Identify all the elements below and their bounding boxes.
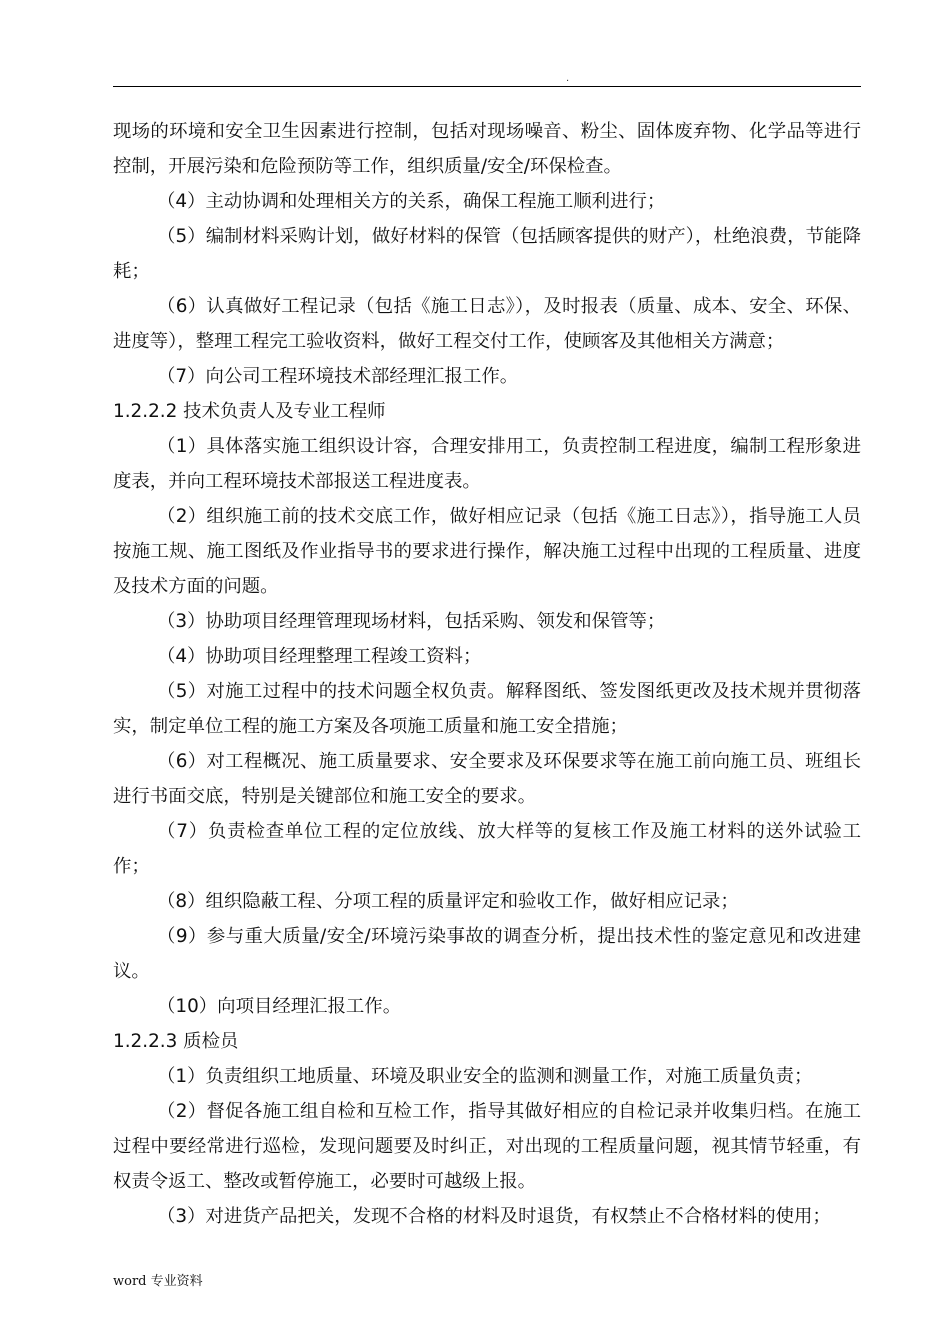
page-footer: word 专业资料 [113,1274,203,1289]
list-item: （1）具体落实施工组织设计容，合理安排用工，负责控制工程进度，编制工程形象进度表，并向工程环境技术部报送工程进度表。 [113,436,861,492]
list-item: （5）编制材料采购计划，做好材料的保管（包括顾客提供的财产），杜绝浪费，节能降耗； [113,226,861,282]
header-mark: . [566,73,570,84]
list-item: （3）协助项目经理管理现场材料，包括采购、领发和保管等； [157,611,666,632]
list-item: （7）向公司工程环境技术部经理汇报工作。 [157,366,519,387]
section-heading: 1.2.2.3 质检员 [113,1031,239,1052]
list-item: （3）对进货产品把关，发现不合格的材料及时退货，有权禁止不合格材料的使用； [157,1206,831,1227]
list-item: （8）组织隐蔽工程、分项工程的质量评定和验收工作，做好相应记录； [157,891,739,912]
list-item: （1）负责组织工地质量、环境及职业安全的监测和测量工作，对施工质量负责； [157,1066,813,1087]
header-rule [113,86,861,87]
list-item: （4）主动协调和处理相关方的关系，确保工程施工顺利进行； [157,191,666,212]
list-item: （5）对施工过程中的技术问题全权负责。解释图纸、签发图纸更改及技术规并贯彻落实，制定单位工程的施工方案及各项施工质量和施工安全措施； [113,681,861,737]
document-body [113,114,861,1234]
list-item: （4）协助项目经理整理工程竣工资料； [157,646,482,667]
list-item: （6）认真做好工程记录（包括《施工日志》），及时报表（质量、成本、安全、环保、进度等），整理工程完工验收资料，做好工程交付工作，使顾客及其他相关方满意； [113,296,861,352]
list-item: （9）参与重大质量/安全/环境污染事故的调查分析，提出技术性的鉴定意见和改进建议。 [113,926,861,982]
list-item: （2）督促各施工组自检和互检工作，指导其做好相应的自检记录并收集归档。在施工过程中要经常进行巡检，发现问题要及时纠正，对出现的工程质量问题，视其情节轻重，有权责令返工、整改或暂停施工，必要时可越级上报。 [113,1101,861,1192]
list-item: （7）负责检查单位工程的定位放线、放大样等的复核工作及施工材料的送外试验工作； [113,821,861,877]
list-item: （6）对工程概况、施工质量要求、安全要求及环保要求等在施工前向施工员、班组长进行书面交底，特别是关键部位和施工安全的要求。 [113,751,861,807]
list-item: （2）组织施工前的技术交底工作，做好相应记录（包括《施工日志》），指导施工人员按施工规、施工图纸及作业指导书的要求进行操作，解决施工过程中出现的工程质量、进度及技术方面的问题。 [113,506,861,597]
paragraph-continuation: 现场的环境和安全卫生因素进行控制，包括对现场噪音、粉尘、固体废弃物、化学品等进行控制，开展污染和危险预防等工作，组织质量/安全/环保检查。 [113,121,861,177]
section-heading: 1.2.2.2 技术负责人及专业工程师 [113,401,386,422]
list-item: （10）向项目经理汇报工作。 [157,996,402,1017]
